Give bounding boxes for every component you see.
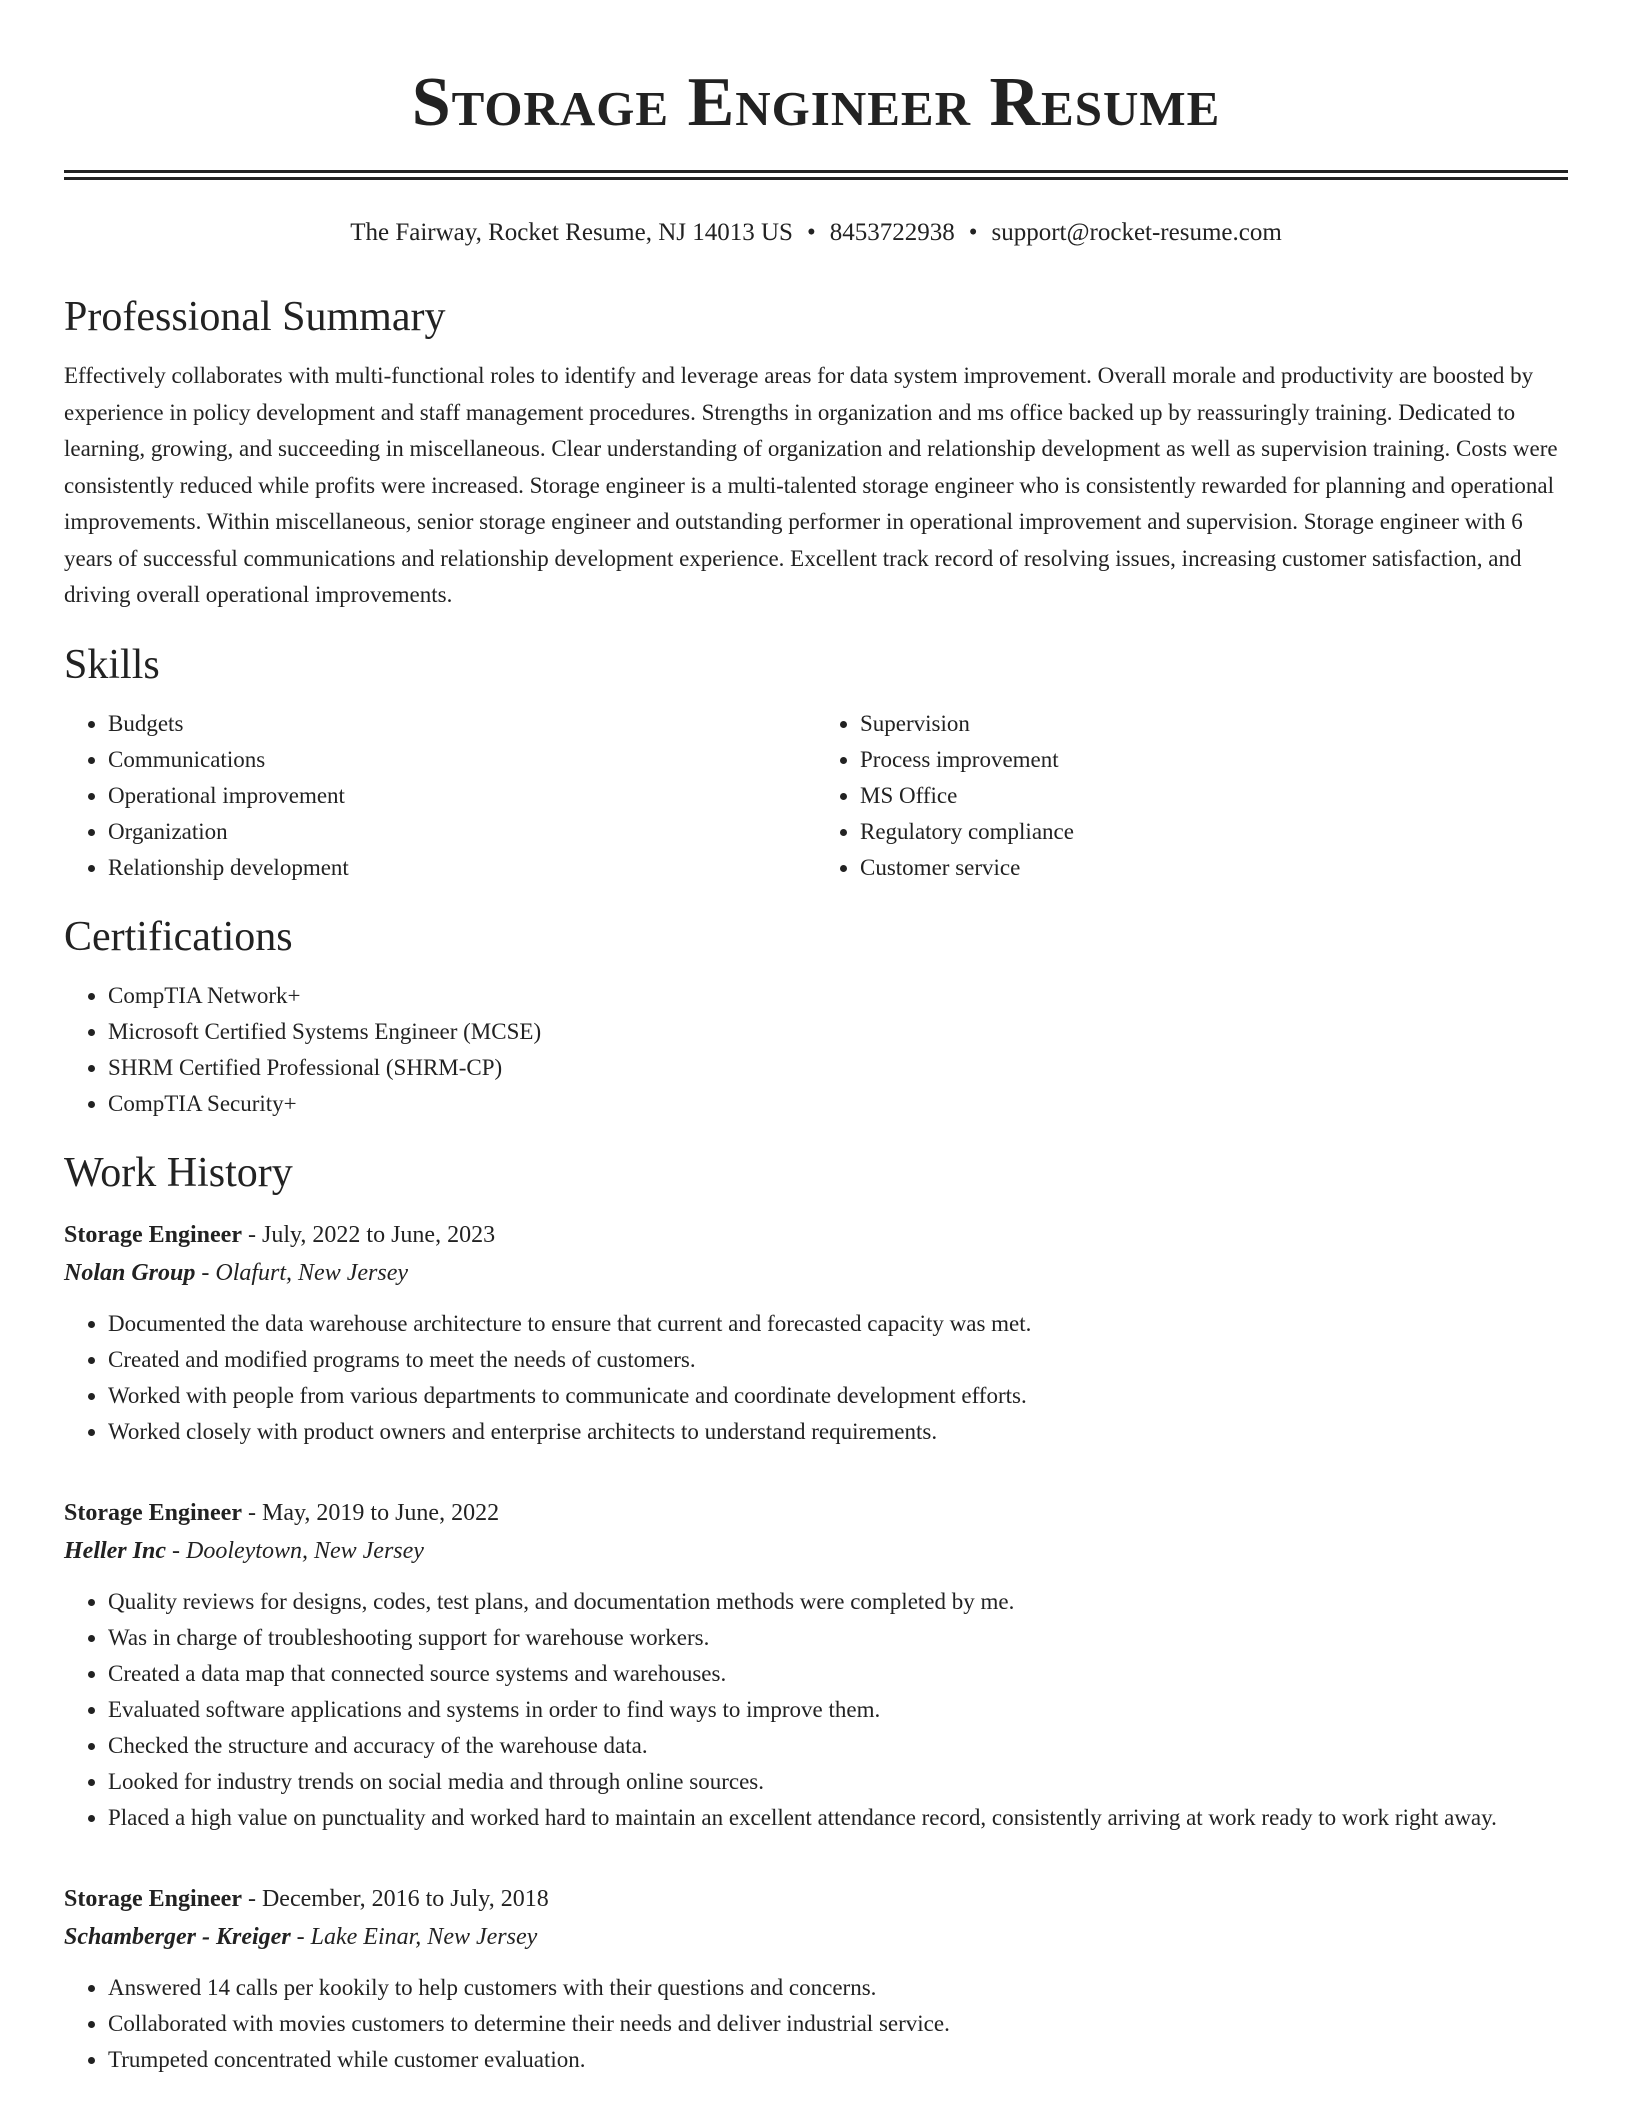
job-dates: - May, 2019 to June, 2022 [241,1499,500,1526]
job-dates: - July, 2022 to June, 2023 [241,1221,496,1248]
summary-text: Effectively collaborates with multi-functional roles to identify and leverage areas for data system improvement. Overall morale and productivity are boosted by experience in policy development and staff management procedures. Strengths in organization and ms office backed up by reassuringly training. Dedicated to learning, growing, and succeeding in miscellaneous. Clear understanding of organization and relationship development as well as supervision training. Costs were consistently reduced while profits were increased. Storage engineer is a multi-talented storage engineer who is consistently rewarded for planning and operational improvements. Within miscellaneous, senior storage engineer and outstanding performer in operational improvement and supervision. Storage engineer with 6 years of successful communications and relationship development experience. Excellent track record of resolving issues, increasing customer satisfaction, and driving overall operational improvements. [64,363,1558,607]
skill-item: • MS Office [860,778,1568,814]
job-bullets [64,1970,1568,2078]
job-title-line [64,1216,1568,1254]
contact-separator: • [806,219,816,246]
job-bullet: • Was in charge of troubleshooting support for warehouse workers. [108,1620,1568,1656]
job-bullet: • Documented the data warehouse architecture to ensure that current and forecasted capacity was met. [108,1306,1568,1342]
job-dates: - December, 2016 to July, 2018 [241,1885,549,1912]
skill-item: • Operational improvement [108,778,816,814]
skill-item: • Process improvement [860,742,1568,778]
job-location: - Olafurt, New Jersey [195,1259,408,1286]
skill-item: • Relationship development [108,850,816,886]
contact-phone: 8453722938 [829,219,955,246]
job-entry [64,1494,1568,1836]
skill-item: • Supervision [860,706,1568,742]
skills-list-right [816,706,1568,886]
job-title: Storage Engineer [64,1885,242,1912]
certification-item: • SHRM Certified Professional (SHRM-CP) [108,1050,1568,1086]
contact-line [64,216,1568,250]
job-location: - Lake Einar, New Jersey [290,1923,538,1950]
job-bullet: • Checked the structure and accuracy of the warehouse data. [108,1728,1568,1764]
skills-heading: Skills [64,641,160,688]
skill-item: • Organization [108,814,816,850]
job-title: Storage Engineer [64,1499,242,1526]
skill-item: • Customer service [860,850,1568,886]
job-bullet: • Created a data map that connected source systems and warehouses. [108,1656,1568,1692]
job-bullet: • Created and modified programs to meet the needs of customers. [108,1342,1568,1378]
skills-list-left [64,706,816,886]
summary-heading: Professional Summary [64,294,446,340]
job-title-line [64,1880,1568,1918]
job-bullet: • Collaborated with movies customers to determine their needs and deliver industrial service. [108,2006,1568,2042]
skill-item: • Budgets [108,706,816,742]
contact-separator: • [968,219,978,246]
job-company-line [64,1918,1568,1956]
job-bullet: • Answered 14 calls per kookily to help customers with their questions and concerns. [108,1970,1568,2006]
job-company: Heller Inc [64,1537,166,1564]
job-company-line [64,1532,1568,1570]
job-bullets [64,1584,1568,1836]
certifications-heading: Certifications [64,913,293,960]
job-bullet: • Placed a high value on punctuality and worked hard to maintain an excellent attendance record, consistently arriving at work ready to work right away. [108,1800,1568,1836]
title-double-rule [64,170,1568,180]
job-entry [64,1880,1568,2078]
job-company-line [64,1254,1568,1292]
work-history-heading: Work History [64,1149,293,1196]
skills-grid [64,706,1568,886]
job-title: Storage Engineer [64,1221,242,1248]
skill-item: • Communications [108,742,816,778]
job-bullet: • Worked with people from various departments to communicate and coordinate development efforts. [108,1378,1568,1414]
job-bullet: • Evaluated software applications and systems in order to find ways to improve them. [108,1692,1568,1728]
job-bullet: • Looked for industry trends on social media and through online sources. [108,1764,1568,1800]
contact-address: The Fairway, Rocket Resume, NJ 14013 US [350,219,793,246]
job-entry [64,1216,1568,1450]
certification-item: • CompTIA Network+ [108,978,1568,1014]
job-bullet: • Trumpeted concentrated while customer evaluation. [108,2042,1568,2078]
certification-item: • Microsoft Certified Systems Engineer (MCSE) [108,1014,1568,1050]
certifications-list [64,978,1568,1122]
job-title-line [64,1494,1568,1532]
job-bullets [64,1306,1568,1450]
contact-email: support@rocket-resume.com [991,219,1282,246]
job-bullet: • Worked closely with product owners and enterprise architects to understand requirements. [108,1414,1568,1450]
resume-title: Storage Engineer Resume [411,64,1221,141]
job-company: Nolan Group [64,1259,196,1286]
skill-item: • Regulatory compliance [860,814,1568,850]
job-location: - Dooleytown, New Jersey [166,1537,424,1564]
job-company: Schamberger - Kreiger [64,1923,291,1950]
job-bullet: • Quality reviews for designs, codes, test plans, and documentation methods were completed by me. [108,1584,1568,1620]
certification-item: • CompTIA Security+ [108,1086,1568,1122]
